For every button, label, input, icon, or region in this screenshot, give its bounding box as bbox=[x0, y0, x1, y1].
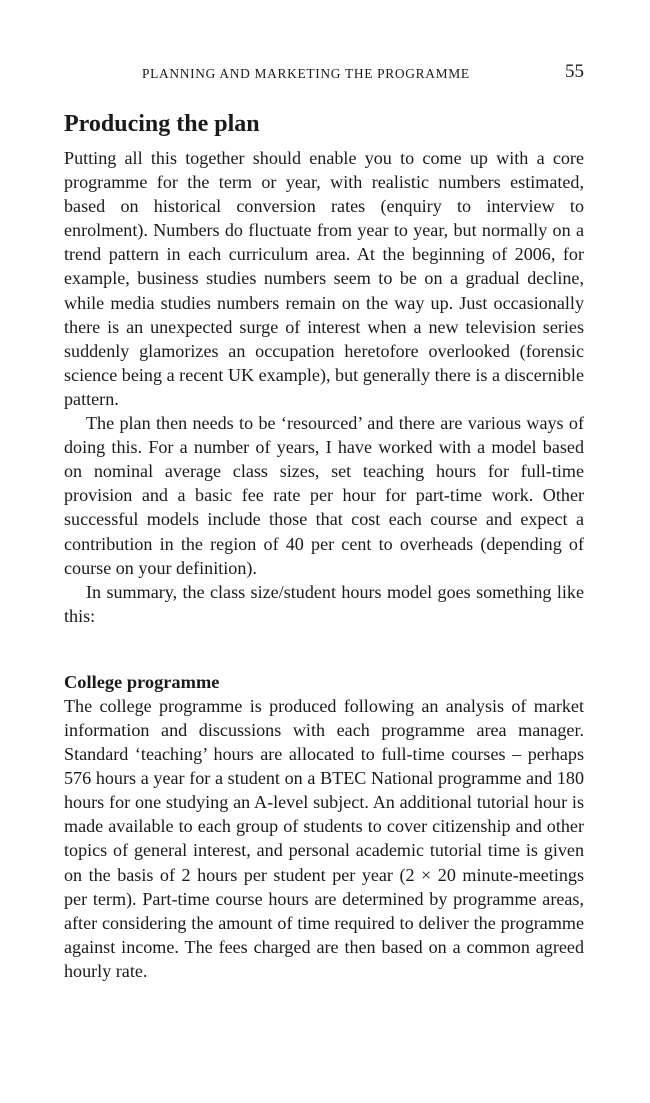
running-head bbox=[64, 58, 584, 88]
running-head-title: PLANNING AND MARKETING THE PROGRAMME bbox=[142, 66, 470, 81]
section-heading: Producing the plan bbox=[64, 111, 260, 137]
paragraph: In summary, the class size/student hours model goes something like this: bbox=[64, 581, 584, 626]
paragraph: Putting all this together should enable you to come up with a core programme for the term or year, with realistic numbers estimated, based on historical conversion rates (enquiry to interview to enrolment). Numbers do fluctuate from year to year, but normally on a trend pattern in each curriculum area. At the beginning of 2006, for example, business studies numbers seem to be on a gradual decline, while media studies numbers remain on the way up. Just occasionally there is an unexpected surge of interest when a new television series suddenly glamorizes an occupation heretofore overlooked (forensic science being a recent UK example), but generally there is a discernible pattern. bbox=[64, 148, 584, 409]
paragraph: The college programme is produced following an analysis of market information and discussions with each programme area manager. Standard ‘teaching’ hours are allocated to full-time courses – perhaps 576 hours a year for a student on a BTEC National programme and 180 hours for one studying an A-level subject. An additional tutorial hour is made available to each group of students to cover citizenship and other topics of general interest, and personal academic tutorial time is given on the basis of 2 hours per student per year (2 × 20 minute-meetings per term). Part-time course hours are determined by programme areas, after considering the amount of time required to deliver the programme against income. The fees charged are then based on a common agreed hourly rate. bbox=[64, 695, 584, 981]
subsection-heading: College programme bbox=[64, 671, 220, 692]
paragraph: The plan then needs to be ‘resourced’ and there are various ways of doing this. For a number of years, I have worked with a model based on nominal average class sizes, set teaching hours for full-time provision and a basic fee rate per hour for part-time work. Other successful models include those that cost each course and expect a contribution in the region of 40 per cent to overheads (depending of course on your definition). bbox=[64, 413, 584, 578]
page-number: 55 bbox=[565, 61, 584, 82]
book-page bbox=[64, 58, 584, 983]
section-body bbox=[64, 146, 584, 628]
subsection-body bbox=[64, 694, 584, 983]
